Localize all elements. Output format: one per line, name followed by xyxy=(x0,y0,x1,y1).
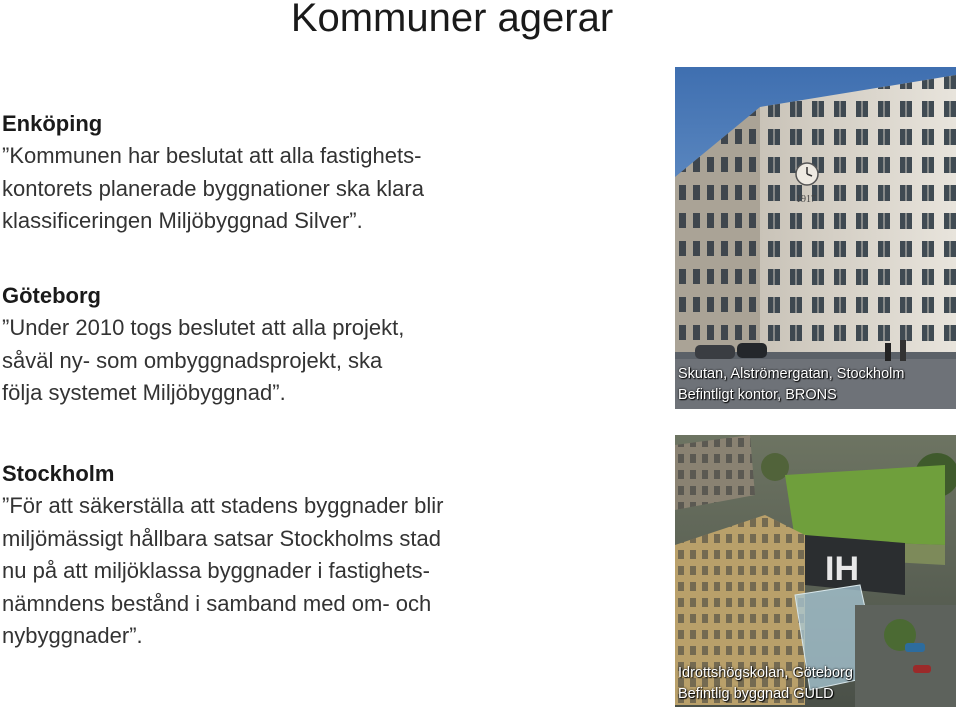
building-illustration xyxy=(675,67,956,409)
section-line: kontorets planerade byggnationer ska klara xyxy=(2,175,424,201)
page-title: Kommuner agerar xyxy=(290,0,614,40)
section-line: ”För att säkerställa att stadens byggnader blir xyxy=(2,493,444,518)
section-line: ”Under 2010 togs beslutet att alla projekt, xyxy=(2,315,405,340)
photo-skutan-building xyxy=(675,67,956,409)
section-heading: Stockholm xyxy=(2,461,115,486)
caption-rating: Befintlig byggnad GULD xyxy=(678,686,834,702)
section-line: såväl ny- som ombyggnadsprojekt, ska xyxy=(2,347,383,373)
section-heading: Enköping xyxy=(2,111,103,136)
caption-location: Idrottshögskolan, Göteborg xyxy=(678,665,853,681)
section-line: nybyggnader”. xyxy=(2,623,143,648)
caption-rating: Befintligt kontor, BRONS xyxy=(678,387,837,403)
year-inscription: 1917 xyxy=(796,194,816,205)
section-line: klassificeringen Miljöbyggnad Silver”. xyxy=(2,208,363,233)
photo-idrottshogskolan-building xyxy=(675,435,956,707)
photo-caption xyxy=(678,663,853,705)
section-heading: Göteborg xyxy=(2,283,101,308)
section-enkoping xyxy=(2,108,642,238)
section-line: följa systemet Miljöbyggnad”. xyxy=(2,380,286,405)
section-goteborg xyxy=(2,280,642,410)
caption-location: Skutan, Alströmergatan, Stockholm xyxy=(678,366,905,382)
section-line: ”Kommunen har beslutat att alla fastighets- xyxy=(2,143,422,168)
section-line: nämndens bestånd i samband med om- och xyxy=(2,590,432,616)
section-line: miljömässigt hållbara satsar Stockholms stad xyxy=(2,525,441,551)
photo-caption xyxy=(678,364,904,406)
section-line: nu på att miljöklassa byggnader i fastighets- xyxy=(2,558,431,583)
section-stockholm xyxy=(2,458,642,653)
building-logo: IH xyxy=(825,550,859,588)
